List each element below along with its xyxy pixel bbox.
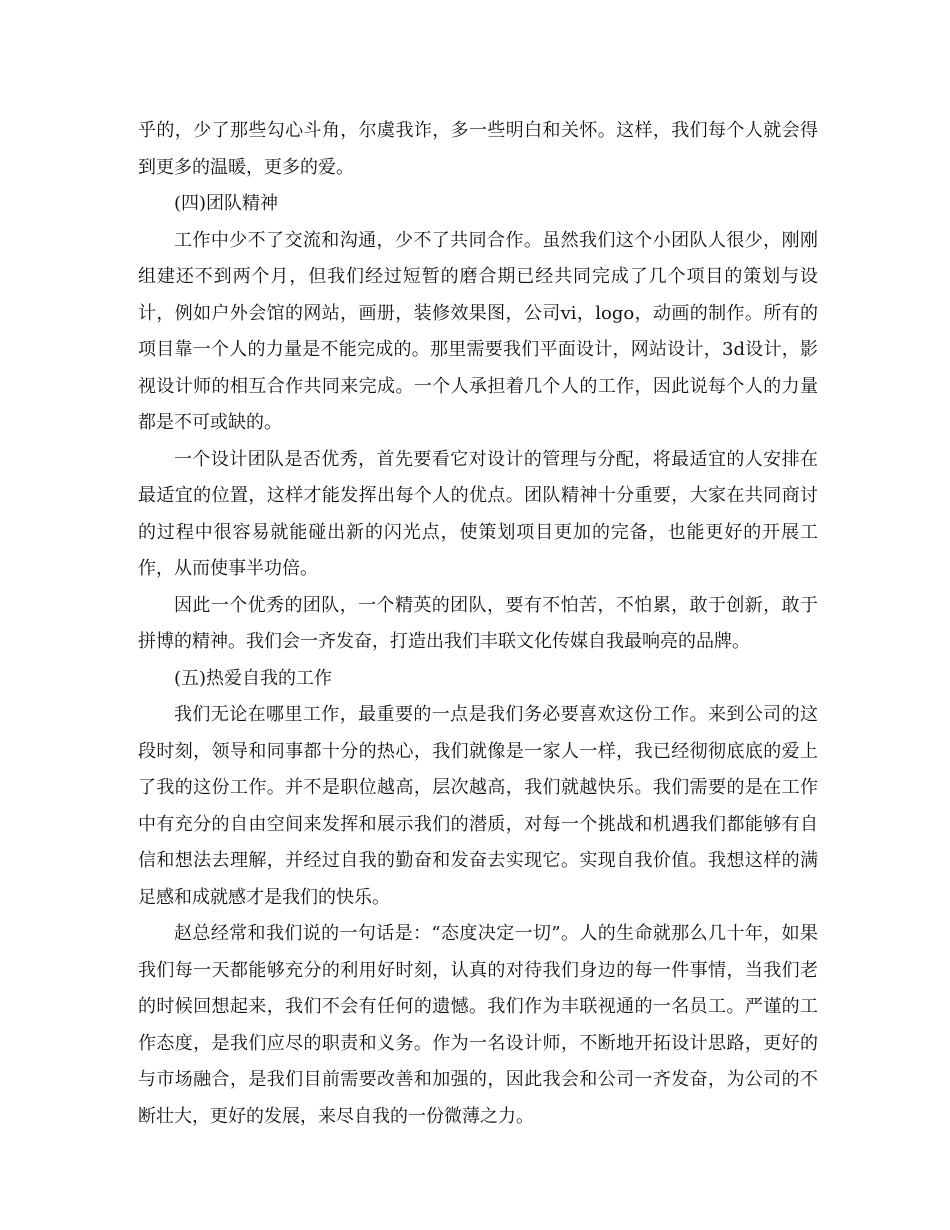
document-body	[138, 113, 818, 1135]
section-heading-love-work: (五)热爱自我的工作	[174, 667, 333, 689]
paragraph-love-work: 我们无论在哪里工作，最重要的一点是我们务必要喜欢这份工作。来到公司的这段时刻，领导和同事都十分的热心，我们就像是一家人一样，我已经彻彻底底的爱上了我的这份工作。并不是职位越高，层次越高，我们就越快乐。我们需要的是在工作中有充分的自由空间来发挥和展示我们的潜质，对每一个挑战和机遇我们都能够有自信和想法去理解，并经过自我的勤奋和发奋去实现它。实现自我价值。我想这样的满足感和成就感才是我们的快乐。	[138, 704, 818, 908]
paragraph-team-brand: 因此一个优秀的团队，一个精英的团队，要有不怕苦，不怕累，敢于创新，敢于拼博的精神。我们会一齐发奋，打造出我们丰联文化传媒自我最响亮的品牌。	[138, 594, 818, 652]
paragraph-continuation: 乎的，少了那些勾心斗角，尔虞我诈，多一些明白和关怀。这样，我们每个人就会得到更多的温暖，更多的爱。	[138, 120, 818, 178]
paragraph-team-collaboration: 工作中少不了交流和沟通，少不了共同合作。虽然我们这个小团队人很少，刚刚组建还不到两个月，但我们经过短暂的磨合期已经共同完成了几个项目的策划与设计，例如户外会馆的网站，画册，装修效果图，公司vi，logo，动画的制作。所有的项目靠一个人的力量是不能完成的。那里需要我们平面设计，网站设计，3d设计，影视设计师的相互合作共同来完成。一个人承担着几个人的工作，因此说每个人的力量都是不可或缺的。	[138, 229, 818, 433]
paragraph-attitude: 赵总经常和我们说的一句话是：“态度决定一切”。人的生命就那么几十年，如果我们每一天都能够充分的利用好时刻，认真的对待我们身边的每一件事情，当我们老的时候回想起来，我们不会有任何的遗憾。我们作为丰联视通的一名员工。严谨的工作态度，是我们应尽的职责和义务。作为一名设计师，不断地开拓设计思路，更好的与市场融合，是我们目前需要改善和加强的，因此我会和公司一齐发奋，为公司的不断壮大，更好的发展，来尽自我的一份微薄之力。	[138, 923, 818, 1127]
section-heading-team-spirit: (四)团队精神	[174, 193, 279, 214]
paragraph-team-management: 一个设计团队是否优秀，首先要看它对设计的管理与分配，将最适宜的人安排在最适宜的位置，这样才能发挥出每个人的优点。团队精神十分重要，大家在共同商讨的过程中很容易就能碰出新的闪光点，使策划项目更加的完备，也能更好的开展工作，从而使事半功倍。	[138, 448, 818, 579]
